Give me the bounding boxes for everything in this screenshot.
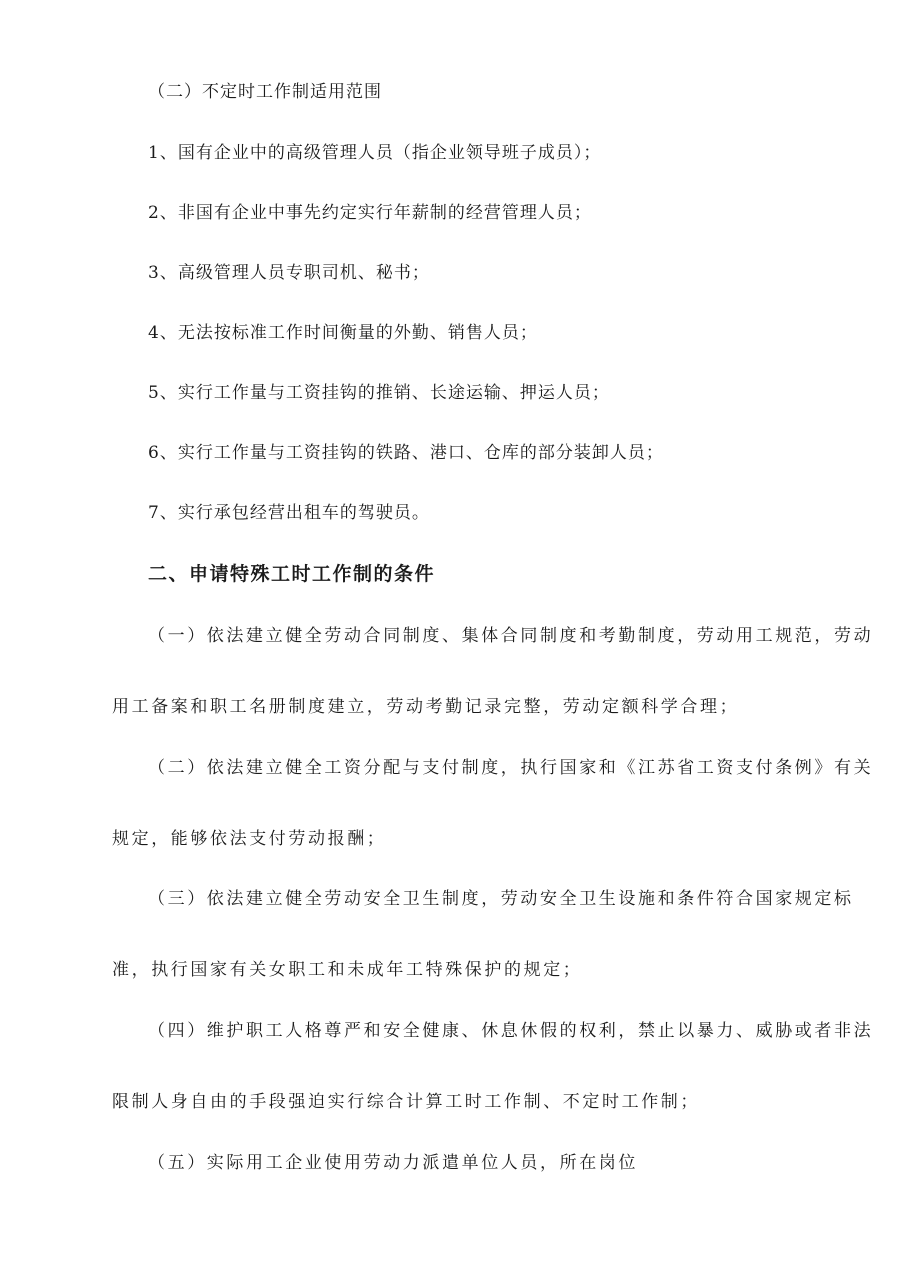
paragraph-line: （二）依法建立健全工资分配与支付制度，执行国家和《江苏省工资支付条例》有关 (148, 758, 874, 778)
paragraph-line: 用工备案和职工名册制度建立，劳动考勤记录完整，劳动定额科学合理； (112, 697, 740, 717)
list-item: 7、实行承包经营出租车的驾驶员。 (148, 503, 430, 523)
paragraph-line: （一）依法建立健全劳动合同制度、集体合同制度和考勤制度，劳动用工规范，劳动 (148, 626, 874, 646)
list-item: 3、高级管理人员专职司机、秘书； (148, 263, 430, 283)
list-item: 5、实行工作量与工资挂钩的推销、长途运输、押运人员； (148, 383, 610, 403)
list-item: 1、国有企业中的高级管理人员（指企业领导班子成员）； (148, 143, 602, 163)
section-subtitle: （二）不定时工作制适用范围 (148, 82, 382, 102)
paragraph-line: 限制人身自由的手段强迫实行综合计算工时工作制、不定时工作制； (112, 1092, 700, 1112)
paragraph-line: 规定，能够依法支付劳动报酬； (112, 829, 387, 849)
paragraph-line: （五）实际用工企业使用劳动力派遣单位人员，所在岗位 (148, 1153, 638, 1173)
list-item: 6、实行工作量与工资挂钩的铁路、港口、仓库的部分装卸人员； (148, 443, 664, 463)
section-heading: 二、申请特殊工时工作制的条件 (148, 563, 436, 585)
paragraph-line: （四）维护职工人格尊严和安全健康、休息休假的权利，禁止以暴力、威胁或者非法 (148, 1021, 874, 1041)
list-item: 4、无法按标准工作时间衡量的外勤、销售人员； (148, 323, 538, 343)
paragraph-line: （三）依法建立健全劳动安全卫生制度，劳动安全卫生设施和条件符合国家规定标 (148, 889, 854, 909)
list-item: 2、非国有企业中事先约定实行年薪制的经营管理人员； (148, 203, 592, 223)
paragraph-line: 准，执行国家有关女职工和未成年工特殊保护的规定； (112, 960, 583, 980)
